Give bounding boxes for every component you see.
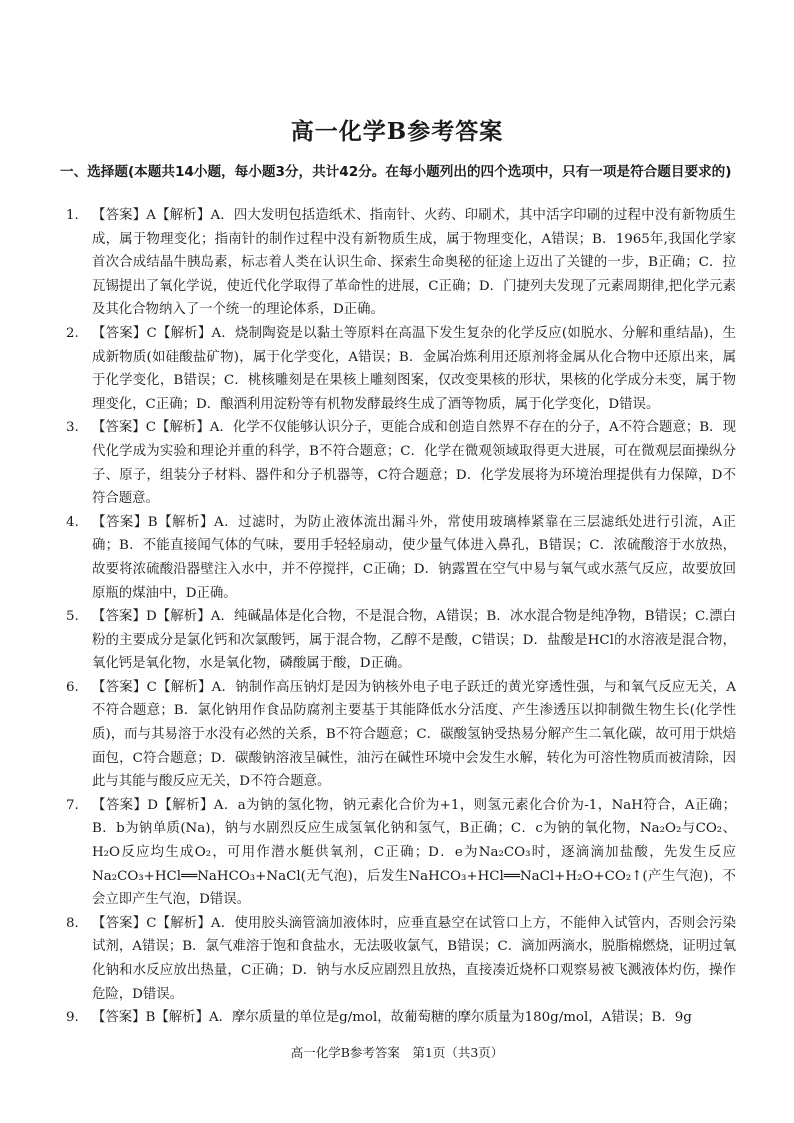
answer-item xyxy=(66,912,736,1006)
item-number: 1. xyxy=(66,208,79,223)
item-text: 【答案】B【解析】A．过滤时，为防止液体流出漏斗外，常使用玻璃棒紧靠在三层滤纸处进行引流，A正确；B．不能直接闻气体的气味，要用手轻轻扇动，使少量气体进入鼻孔，B错误；C．浓硫酸溶于水放热，故要将浓硫酸沿器壁注入水中，并不停搅拌，C正确；D．钠露置在空气中易与氧气或水蒸气反应，故要放回原瓶的煤油中，D正确。 xyxy=(92,514,736,601)
item-number: 6. xyxy=(66,679,79,695)
item-text: 【答案】C【解析】A．化学不仅能够认识分子，更能合成和创造自然界不存在的分子，A不符合题意；B．现代化学成为实验和理论并重的科学，B不符合题意；C．化学在微观领域取得更大进展，可在微观层面操纵分子、原子，组装分子材料、器件和分子机器等，C符合题意；D．化学发展将为环境治理提供有力保障，D不符合题意。 xyxy=(92,420,736,507)
answer-item xyxy=(66,204,736,322)
section-heading: 一、选择题(本题共14小题，每小题3分，共计42分。在每小题列出的四个选项中，只有一项是符合题目要求的) xyxy=(60,164,732,180)
answer-item xyxy=(66,511,736,605)
item-number: 4. xyxy=(66,514,79,530)
item-text: 【答案】C【解析】A．使用胶头滴管滴加液体时，应垂直悬空在试管口上方，不能伸入试管内，否则会污染试剂，A错误；B．氯气难溶于饱和食盐水，无法吸收氯气，B错误；C．滴加两滴水，脱脂棉燃烧，证明过氧化钠和水反应放出热量，C正确；D．钠与水反应剧烈且放热，直接凑近烧杯口观察易被飞溅液体灼伤，操作危险，D错误。 xyxy=(92,915,736,1002)
answer-item xyxy=(66,1006,736,1030)
item-text: 【答案】C【解析】A．钠制作高压钠灯是因为钠核外电子电子跃迁的黄光穿透性强，与和氧气反应无关，A不符合题意；B．氯化钠用作食品防腐剂主要基于其能降低水分活度、产生渗透压以抑制微生物生长(化学性质)，而与其易溶于水没有必然的关系，B不符合题意；C．碳酸氢钠受热易分解产生二氧化碳，故可用于烘焙面包，C符合题意；D．碳酸钠溶液呈碱性，油污在碱性环境中会发生水解，转化为可溶性物质而被清除，因此与其能与酸反应无关，D不符合题意。 xyxy=(92,679,736,790)
item-number: 7. xyxy=(66,797,79,813)
item-number: 5. xyxy=(66,609,79,625)
item-number: 3. xyxy=(66,420,79,436)
item-text: 【答案】D【解析】A．纯碱晶体是化合物，不是混合物，A错误；B．冰水混合物是纯净物，B错误；C.漂白粉的主要成分是氯化钙和次氯酸钙，属于混合物，乙醇不是酸，C错误；D．盐酸是HCl的水溶液是混合物，氧化钙是氧化物，水是氧化物，磷酸属于酸，D正确。 xyxy=(92,609,736,672)
answer-item xyxy=(66,322,736,416)
answer-item xyxy=(66,676,736,794)
item-text: 【答案】A【解析】A．四大发明包括造纸术、指南针、火药、印刷术，其中活字印刷的过程中没有新物质生成，属于物理变化；指南针的制作过程中没有新物质生成，属于物理变化，A错误；B．1965年,我国化学家首次合成结晶牛胰岛素，标志着人类在认识生命、探索生命奥秘的征途上迈出了关键的一步，B正确；C．拉瓦锡提出了氧化学说，使近代化学取得了革命性的进展，C正确；D．门捷列夫发现了元素周期律,把化学元素及其化合物纳入了一个统一的理论体系，D正确。 xyxy=(92,208,736,318)
answer-item xyxy=(66,605,736,676)
item-text: 【答案】C【解析】A．烧制陶瓷是以黏土等原料在高温下发生复杂的化学反应(如脱水、分解和重结晶)，生成新物质(如硅酸盐矿物)，属于化学变化，A错误；B．金属冶炼利用还原剂将金属从化合物中还原出来，属于化学变化，B错误；C．桃核雕刻是在果核上雕刻图案，仅改变果核的形状，果核的化学成分未变，属于物理变化，C正确；D．酿酒利用淀粉等有机物发酵最终生成了酒等物质，属于化学变化，D错误。 xyxy=(92,325,736,412)
answer-list xyxy=(66,204,736,1030)
item-number: 8. xyxy=(66,915,79,931)
answer-item xyxy=(66,416,736,510)
page-title: 高一化学B参考答案 xyxy=(290,118,504,145)
item-number: 2. xyxy=(66,325,79,341)
item-number: 9. xyxy=(66,1010,79,1026)
page-footer: 高一化学B参考答案 第1页（共3页） xyxy=(290,1045,504,1060)
answer-item xyxy=(66,794,736,912)
item-text: 【答案】D【解析】A．a为钠的氢化物，钠元素化合价为+1，则氢元素化合价为-1，NaH符合，A正确；B．b为钠单质(Na)，钠与水剧烈反应生成氢氧化钠和氢气，B正确；C．c为钠的氧化物，Na₂O₂与CO₂、H₂O反应均生成O₂，可用作潜水艇供氧剂，C正确；D．e为Na₂CO₃时，逐滴滴加盐酸，先发生反应Na₂CO₃+HCl══NaHCO₃+NaCl(无气泡)，后发生NaHCO₃+HCl══NaCl+H₂O+CO₂↑(产生气泡)，不会立即产生气泡，D错误。 xyxy=(92,797,736,908)
item-text: 【答案】B【解析】A．摩尔质量的单位是g/mol，故葡萄糖的摩尔质量为180g/mol，A错误；B．9g xyxy=(92,1010,692,1026)
